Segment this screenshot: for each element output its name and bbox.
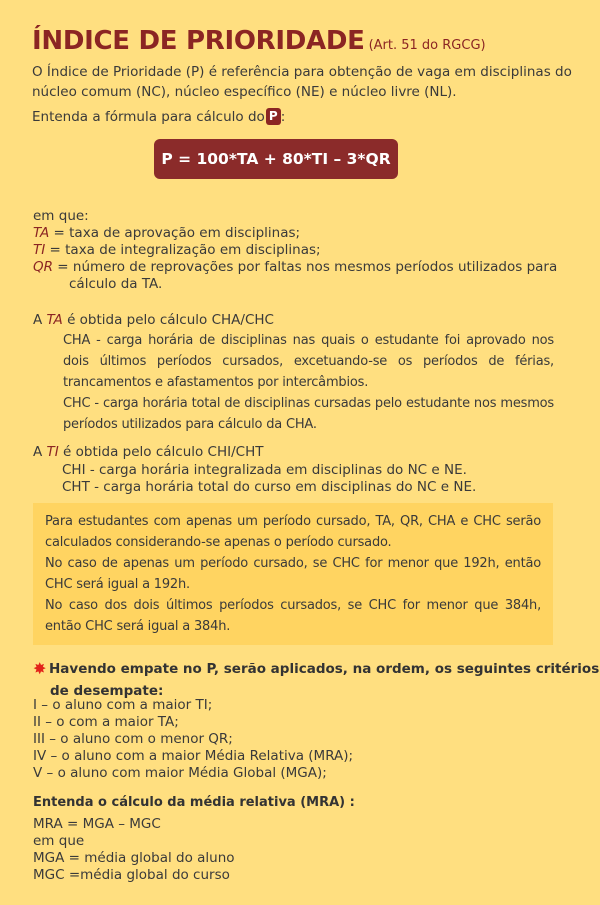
- list-item: IV – o aluno com a maior Média Relativa (MRA);: [33, 748, 354, 764]
- note-box: [33, 503, 553, 645]
- mra-formula: [33, 816, 235, 884]
- note-paragraph-1: Para estudantes com apenas um período cursado, TA, QR, CHA e CHC serão calculados considerando-se apenas o período cursado.: [45, 514, 541, 550]
- cha-definition: CHA - carga horária de disciplinas nas quais o estudante foi aprovado nos dois últimos períodos cursados, excetuando-se os períodos de férias, trancamentos e afastamentos por intercâmbios.: [63, 333, 554, 390]
- definition-text: = taxa de aprovação em disciplinas;: [49, 225, 301, 241]
- definitions: [33, 208, 557, 293]
- list-item: III – o aluno com o menor QR;: [33, 731, 233, 747]
- tiebreak-heading-line2: de desempate:: [50, 683, 164, 699]
- mra-line: em que: [33, 833, 85, 849]
- intro-paragraph: O Índice de Prioridade (P) é referência para obtenção de vaga em disciplinas do núcleo comum (NC), núcleo específico (NE) e núcleo livre (NL).: [32, 64, 572, 100]
- title-text: ÍNDICE DE PRIORIDADE: [32, 26, 365, 56]
- formula-box: P = 100*TA + 80*TI – 3*QR: [154, 139, 398, 179]
- ta-section-heading: [33, 312, 274, 329]
- var-ti: TI: [46, 444, 59, 460]
- definition-ti: [33, 242, 557, 259]
- heading-rest: é obtida pelo cálculo CHA/CHC: [62, 312, 274, 328]
- list-item: I – o aluno com a maior TI;: [33, 697, 213, 713]
- formula-lead: [32, 108, 285, 125]
- tiebreak-heading-line1: Havendo empate no P, serão aplicados, na ordem, os seguintes critérios: [49, 661, 600, 677]
- definition-ta: [33, 225, 557, 242]
- page-title: [32, 26, 486, 56]
- definition-text: = número de reprovações por faltas nos mesmos períodos utilizados para: [53, 259, 558, 275]
- definition-text: = taxa de integralização em disciplinas;: [45, 242, 321, 258]
- note-paragraph-2: No caso de apenas um período cursado, se CHC for menor que 192h, então CHC será igual a 192h.: [45, 556, 541, 592]
- list-item: V – o aluno com maior Média Global (MGA);: [33, 765, 327, 781]
- formula-lead-text: Entenda a fórmula para cálculo do: [32, 109, 265, 125]
- prefix: A: [33, 312, 47, 328]
- definitions-heading: em que:: [33, 208, 89, 224]
- definition-qr-continuation: cálculo da TA.: [69, 276, 163, 292]
- formula-lead-suffix: :: [280, 109, 286, 125]
- prefix: A: [33, 444, 47, 460]
- var-ta: TA: [33, 225, 50, 241]
- ti-section-heading: [33, 444, 264, 461]
- cht-definition: CHT - carga horária total do curso em disciplinas do NC e NE.: [62, 479, 477, 495]
- var-ti: TI: [33, 242, 46, 258]
- mra-heading: Entenda o cálculo da média relativa (MRA) :: [33, 795, 355, 810]
- star-burst-icon: ✸: [33, 659, 47, 678]
- chi-definition: CHI - carga horária integralizada em disciplinas do NC e NE.: [62, 462, 467, 478]
- var-ta: TA: [46, 312, 63, 328]
- tiebreak-heading: [33, 658, 599, 702]
- mra-line: MRA = MGA – MGC: [33, 816, 161, 832]
- title-subtitle: (Art. 51 do RGCG): [368, 38, 486, 53]
- mra-line: MGC =média global do curso: [33, 867, 230, 883]
- note-paragraph-3: No caso dos dois últimos períodos cursados, se CHC for menor que 384h, então CHC será igual a 384h.: [45, 598, 541, 634]
- chc-definition: CHC - carga horária total de disciplinas cursadas pelo estudante nos mesmos períodos utilizados para cálculo da CHA.: [63, 396, 554, 432]
- definition-qr: [33, 259, 557, 276]
- var-qr: QR: [33, 259, 54, 275]
- mra-line: MGA = média global do aluno: [33, 850, 235, 866]
- p-badge-icon: P: [266, 108, 281, 125]
- list-item: II – o com a maior TA;: [33, 714, 179, 730]
- heading-rest: é obtida pelo cálculo CHI/CHT: [58, 444, 264, 460]
- tiebreak-criteria-list: [33, 697, 353, 782]
